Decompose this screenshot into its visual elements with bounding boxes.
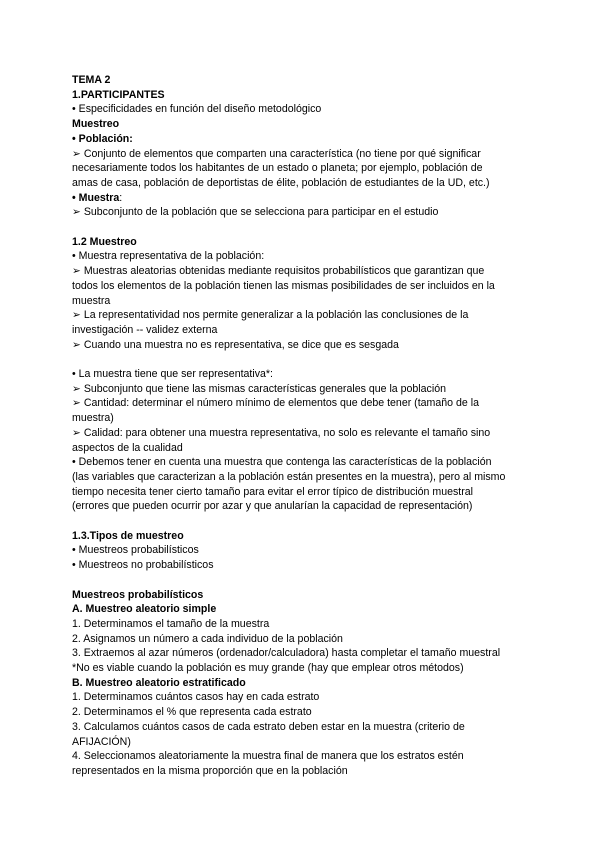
text-line: necesariamente todos los habitantes de un estado o planeta; por ejemplo, población de — [72, 162, 483, 175]
text-line: 4. Seleccionamos aleatoriamente la muestra final de manera que los estratos estén — [72, 750, 464, 763]
text-line: aspectos de la cualidad — [72, 441, 183, 454]
text-line: • Debemos tener en cuenta una muestra que contenga las características de la población — [72, 456, 492, 469]
paragraph-spacer — [72, 352, 542, 367]
section-heading: • Población: — [72, 132, 133, 145]
text-line: ➢ Subconjunto de la población que se selecciona para participar en el estudio — [72, 206, 439, 219]
section-heading: A. Muestreo aleatorio simple — [72, 603, 217, 616]
paragraph-spacer — [72, 220, 542, 235]
text-line: • La muestra tiene que ser representativa*: — [72, 368, 273, 381]
text-line: 3. Calculamos cuántos casos de cada estrato deben estar en la muestra (criterio de — [72, 720, 465, 733]
text-line: ➢ Subconjunto que tiene las mismas características generales que la población — [72, 382, 446, 395]
text-line: tiempo necesita tener cierto tamaño para evitar el error típico de distribución muestral — [72, 485, 473, 498]
text-line: 3. Extraemos al azar números (ordenador/calculadora) hasta completar el tamaño muestral — [72, 647, 501, 660]
text-line: *No es viable cuando la población es muy grande (hay que emplear otros métodos) — [72, 662, 464, 675]
text-line: ➢ Cantidad: determinar el número mínimo de elementos que debe tener (tamaño de la — [72, 397, 479, 410]
text-line: (errores que pueden ocurrir por azar y que anularían la capacidad de representación) — [72, 500, 473, 513]
text-line: muestra) — [72, 412, 114, 425]
section-heading: 1.3.Tipos de muestreo — [72, 529, 184, 542]
text-line: • Muestra representativa de la población: — [72, 250, 265, 263]
text-line: 2. Asignamos un número a cada individuo de la población — [72, 632, 343, 645]
section-heading: 1.2 Muestreo — [72, 235, 137, 248]
text-line: 1. Determinamos el tamaño de la muestra — [72, 617, 270, 630]
paragraph-spacer — [72, 514, 542, 529]
section-heading: Muestreos probabilísticos — [72, 588, 204, 601]
text-line: • Muestreos probabilísticos — [72, 544, 199, 557]
text-line: 1. Determinamos cuántos casos hay en cada estrato — [72, 691, 320, 704]
text-line: investigación -- validez externa — [72, 323, 218, 336]
text-line: AFIJACIÓN) — [72, 735, 131, 748]
text-line: todos los elementos de la población tienen las mismas posibilidades de ser incluidos en la — [72, 279, 495, 292]
section-heading: 1.PARTICIPANTES — [72, 88, 165, 101]
text-line: amas de casa, población de deportistas de élite, población de estudiantes de la UD, etc.) — [72, 176, 490, 189]
section-heading: • Muestra: — [72, 191, 123, 204]
document-body — [72, 88, 542, 779]
document-page — [72, 73, 542, 779]
text-line: • Especificidades en función del diseño metodológico — [72, 103, 322, 116]
text-line: muestra — [72, 294, 111, 307]
text-line: ➢ La representatividad nos permite generalizar a la población las conclusiones de la — [72, 309, 469, 322]
document-title: TEMA 2 — [72, 74, 111, 86]
text-line: ➢ Conjunto de elementos que comparten una característica (no tiene por qué significar — [72, 147, 481, 160]
text-line: • Muestreos no probabilísticos — [72, 559, 214, 572]
text-line: ➢ Calidad: para obtener una muestra representativa, no solo es relevante el tamaño sino — [72, 426, 491, 439]
paragraph-spacer — [72, 573, 542, 588]
section-heading: B. Muestreo aleatorio estratificado — [72, 676, 246, 689]
text-line: ➢ Cuando una muestra no es representativa, se dice que es sesgada — [72, 338, 399, 351]
text-line: (las variables que caracterizan a la población están presentes en la muestra), pero al mismo — [72, 470, 506, 483]
text-line: ➢ Muestras aleatorias obtenidas mediante requisitos probabilísticos que garantizan que — [72, 265, 485, 278]
section-heading: Muestreo — [72, 118, 120, 131]
text-line: representados en la misma proporción que en la población — [72, 764, 348, 777]
text-line: 2. Determinamos el % que representa cada estrato — [72, 706, 312, 719]
